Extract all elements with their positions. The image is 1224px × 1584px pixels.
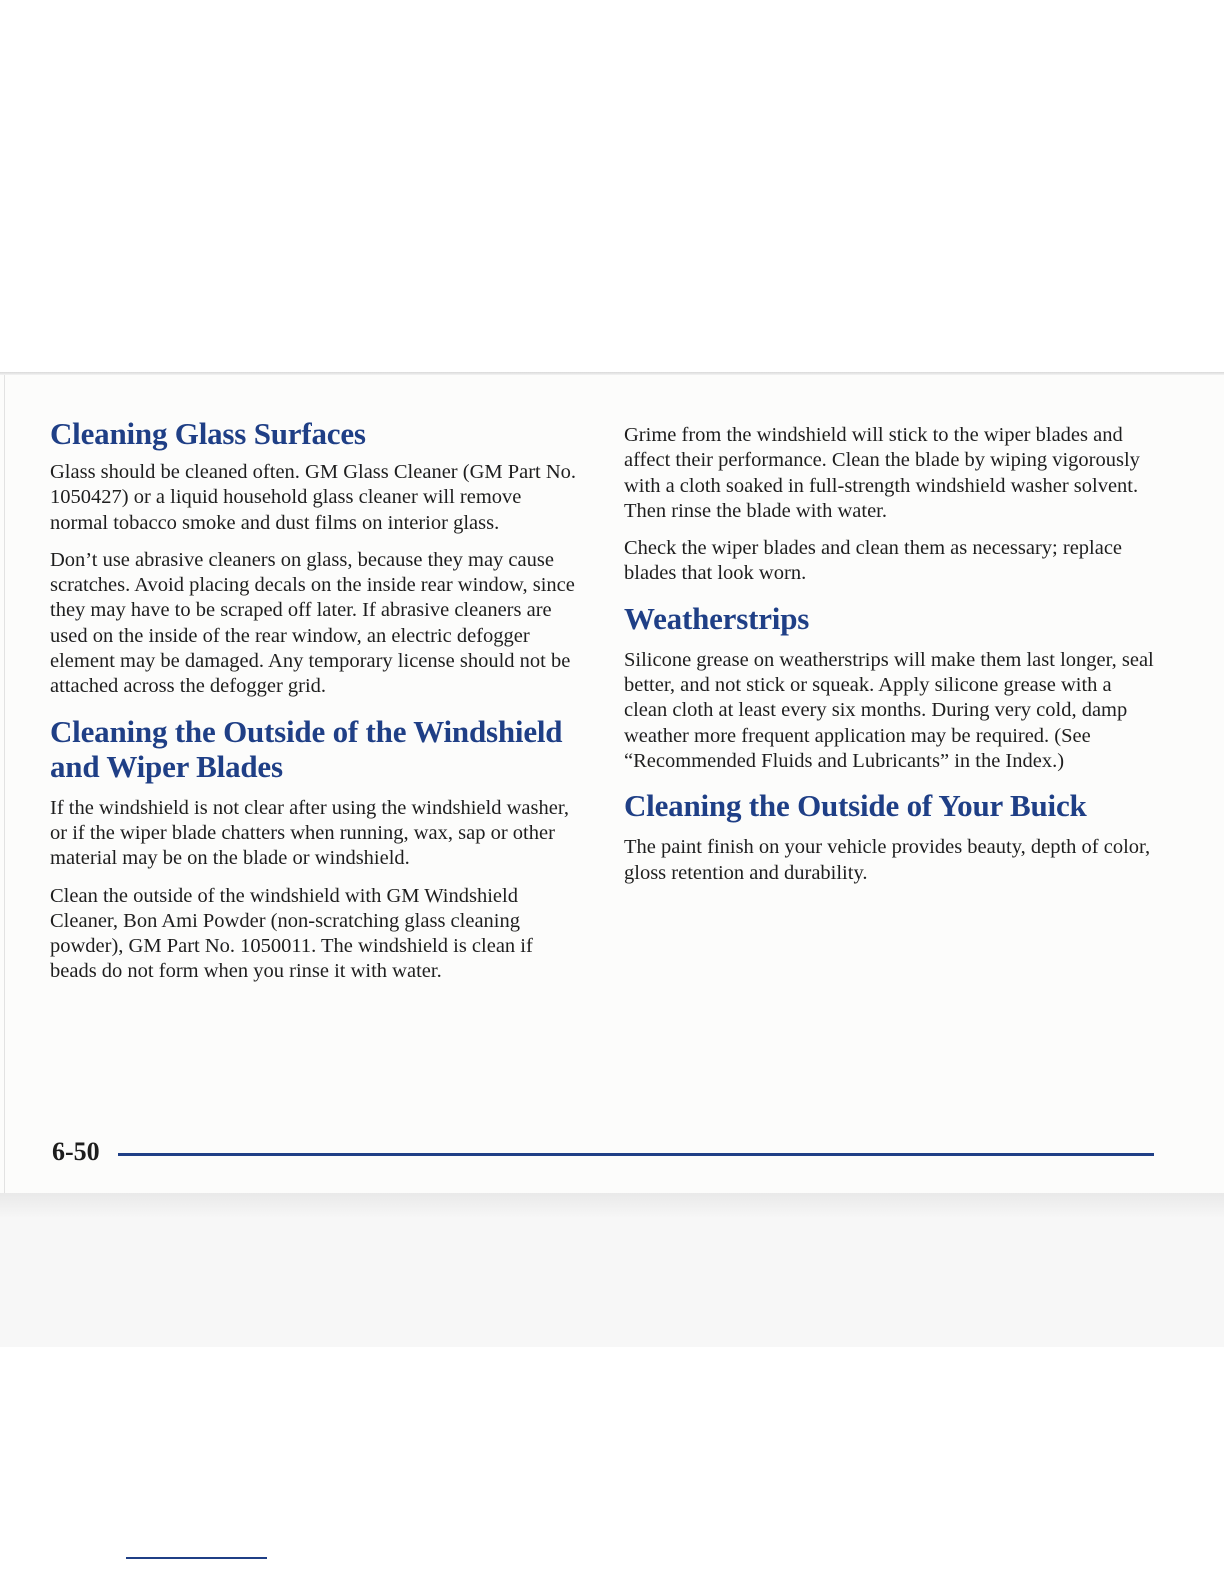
- paragraph-abrasive-cleaners: Don’t use abrasive cleaners on glass, because they may cause scratches. Avoid placing decals on the inside rear window, since they may have to be scraped off later. If abrasive cleaners are used on the inside of the rear window, an electric defogger element may be damaged. Any temporary license should not be attached across the defogger grid.: [50, 548, 575, 698]
- scan-bottom-band: [0, 1193, 1224, 1217]
- decorative-line: [126, 1557, 267, 1559]
- right-column: [624, 423, 1154, 886]
- scan-left-edge: [4, 375, 5, 1195]
- heading-cleaning-windshield-wipers: Cleaning the Outside of the Windshield and Wiper Blades: [50, 713, 563, 784]
- footer-rule: [118, 1153, 1154, 1156]
- paragraph-silicone-grease: Silicone grease on weatherstrips will make them last longer, seal better, and not stick or squeak. Apply silicone grease with a clean cloth at least every six months. During very cold, damp weather more frequent application may be required. (See “Recommended Fluids and Lubricants” in the Index.): [624, 648, 1154, 772]
- scan-lower-area: [0, 1217, 1224, 1347]
- left-column: [50, 416, 580, 985]
- heading-weatherstrips: Weatherstrips: [624, 600, 810, 636]
- paragraph-glass-cleaning: Glass should be cleaned often. GM Glass Cleaner (GM Part No. 1050427) or a liquid household glass cleaner will remove normal tobacco smoke and dust films on interior glass.: [50, 461, 577, 534]
- scan-top-edge: [0, 372, 1224, 375]
- paragraph-paint-finish: The paint finish on your vehicle provides beauty, depth of color, gloss retention and durability.: [624, 836, 1151, 884]
- page-number: 6-50: [52, 1137, 100, 1166]
- page-footer: [52, 1136, 1156, 1170]
- heading-cleaning-glass-surfaces: Cleaning Glass Surfaces: [50, 416, 366, 451]
- paragraph-grime-wiper-blades: Grime from the windshield will stick to the wiper blades and affect their performance. Clean the blade by wiping vigorously with a cloth soaked in full-strength windshield washer solvent. Then rinse the blade with water.: [624, 424, 1140, 522]
- paragraph-check-wiper-blades: Check the wiper blades and clean them as necessary; replace blades that look worn.: [624, 537, 1123, 585]
- heading-cleaning-outside-buick: Cleaning the Outside of Your Buick: [624, 788, 1087, 824]
- paragraph-windshield-not-clear: If the windshield is not clear after using the windshield washer, or if the wiper blade chatters when running, wax, sap or other material may be on the blade or windshield.: [50, 796, 569, 870]
- paragraph-clean-windshield: Clean the outside of the windshield with GM Windshield Cleaner, Bon Ami Powder (non-scratching glass cleaning powder), GM Part No. 1050011. The windshield is clean if beads do not form when you rinse it with water.: [50, 884, 533, 983]
